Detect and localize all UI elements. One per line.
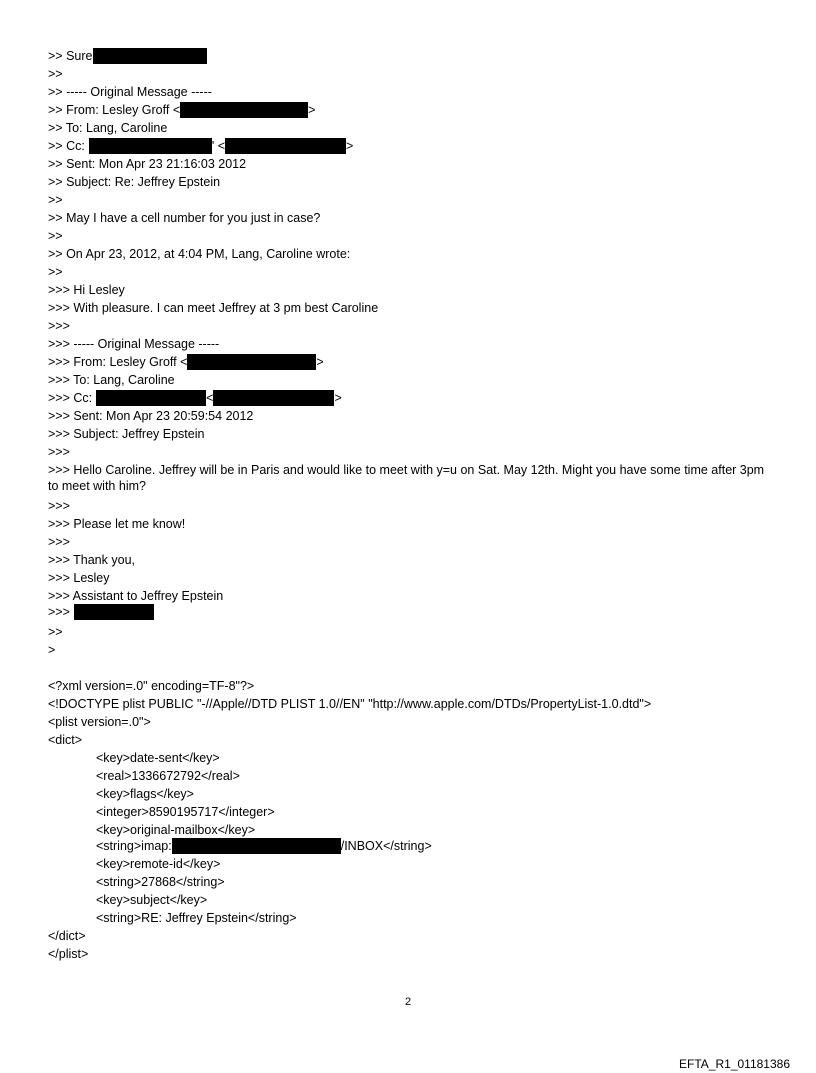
- plist-line: <plist version=.0">: [48, 715, 151, 729]
- email-line: [48, 354, 324, 370]
- email-line: >>: [48, 625, 63, 639]
- plist-line: <integer>8590195717</integer>: [96, 805, 275, 819]
- plist-line: </plist>: [48, 947, 89, 961]
- email-line: >>: [48, 229, 63, 243]
- email-line: >>>: [48, 445, 70, 459]
- page-number: 2: [404, 996, 412, 1008]
- bates-number: EFTA_R1_01181386: [679, 1057, 790, 1071]
- redaction-box: [172, 838, 341, 854]
- quoted-text: >>> From: Lesley Groff <: [48, 355, 188, 369]
- quoted-text: >> Sure: [48, 49, 93, 63]
- redaction-box: [225, 138, 346, 154]
- quoted-text: <: [206, 391, 214, 405]
- quoted-text: >> From: Lesley Groff <: [48, 103, 181, 117]
- quoted-text: >: [346, 139, 354, 153]
- plist-line: <string>RE: Jeffrey Epstein</string>: [96, 911, 297, 925]
- plist-line: <real>1336672792</real>: [96, 769, 240, 783]
- email-line: >> Sent: Mon Apr 23 21:16:03 2012: [48, 157, 247, 171]
- email-line: >>> To: Lang, Caroline: [48, 373, 175, 387]
- quoted-text: >> Cc:: [48, 139, 85, 153]
- email-line: >>> Lesley: [48, 571, 110, 585]
- email-line: >>> With pleasure. I can meet Jeffrey at 3 pm best Caroline: [48, 301, 379, 315]
- email-line: [48, 604, 154, 620]
- plist-line: <key>original-mailbox</key>: [96, 823, 256, 837]
- plist-line: <string>27868</string>: [96, 875, 225, 889]
- email-line: >>> Assistant to Jeffrey Epstein: [48, 589, 224, 603]
- redaction-box: [74, 604, 154, 620]
- email-line: >>: [48, 265, 63, 279]
- email-paragraph: >>> Hello Caroline. Jeffrey will be in Paris and would like to meet with y=u on Sat. May 12th. Might you have some time after 3pm to meet with him?: [48, 463, 765, 493]
- email-line: >>>: [48, 535, 70, 549]
- email-line: [48, 102, 315, 118]
- email-line: >>> Please let me know!: [48, 517, 186, 531]
- plist-line: <key>date-sent</key>: [96, 751, 220, 765]
- email-line: [48, 390, 342, 406]
- quoted-text: >: [334, 391, 342, 405]
- email-line: >: [48, 643, 56, 657]
- plist-line: <!DOCTYPE plist PUBLIC "-//Apple//DTD PLIST 1.0//EN" "http://www.apple.com/DTDs/PropertyList-1.0.dtd">: [48, 697, 652, 711]
- quoted-text: >: [308, 103, 316, 117]
- email-line: >>>: [48, 499, 70, 513]
- email-line: >>: [48, 67, 63, 81]
- plist-line: <key>remote-id</key>: [96, 857, 221, 871]
- email-line: [48, 48, 207, 64]
- redaction-box: [180, 102, 308, 118]
- email-line: >>>: [48, 319, 70, 333]
- plist-line: [96, 838, 432, 854]
- plist-text: /INBOX</string>: [340, 839, 432, 853]
- quoted-text: ' <: [211, 139, 225, 153]
- plist-line: <key>subject</key>: [96, 893, 208, 907]
- plist-line: <?xml version=.0" encoding=TF-8"?>: [48, 679, 255, 693]
- email-line: >>> ----- Original Message -----: [48, 337, 220, 351]
- email-line: >>> Subject: Jeffrey Epstein: [48, 427, 205, 441]
- email-line: >>> Sent: Mon Apr 23 20:59:54 2012: [48, 409, 254, 423]
- plist-text: <string>imap:: [96, 839, 172, 853]
- redaction-box: [89, 138, 212, 154]
- email-line: >> May I have a cell number for you just in case?: [48, 211, 321, 225]
- email-line: >> ----- Original Message -----: [48, 85, 212, 99]
- email-line: >> On Apr 23, 2012, at 4:04 PM, Lang, Caroline wrote:: [48, 247, 351, 261]
- redaction-box: [213, 390, 334, 406]
- plist-line: </dict>: [48, 929, 86, 943]
- quoted-text: >>>: [48, 605, 70, 619]
- plist-line: <dict>: [48, 733, 83, 747]
- email-line: [48, 138, 353, 154]
- redaction-box: [96, 390, 206, 406]
- redaction-box: [187, 354, 316, 370]
- quoted-text: >>> Cc:: [48, 391, 93, 405]
- email-line: >>> Hi Lesley: [48, 283, 125, 297]
- email-line: >>> Thank you,: [48, 553, 135, 567]
- email-line: >>: [48, 193, 63, 207]
- plist-line: <key>flags</key>: [96, 787, 194, 801]
- quoted-text: >: [316, 355, 324, 369]
- email-line: >> Subject: Re: Jeffrey Epstein: [48, 175, 221, 189]
- email-line: >> To: Lang, Caroline: [48, 121, 168, 135]
- redaction-box: [93, 48, 207, 64]
